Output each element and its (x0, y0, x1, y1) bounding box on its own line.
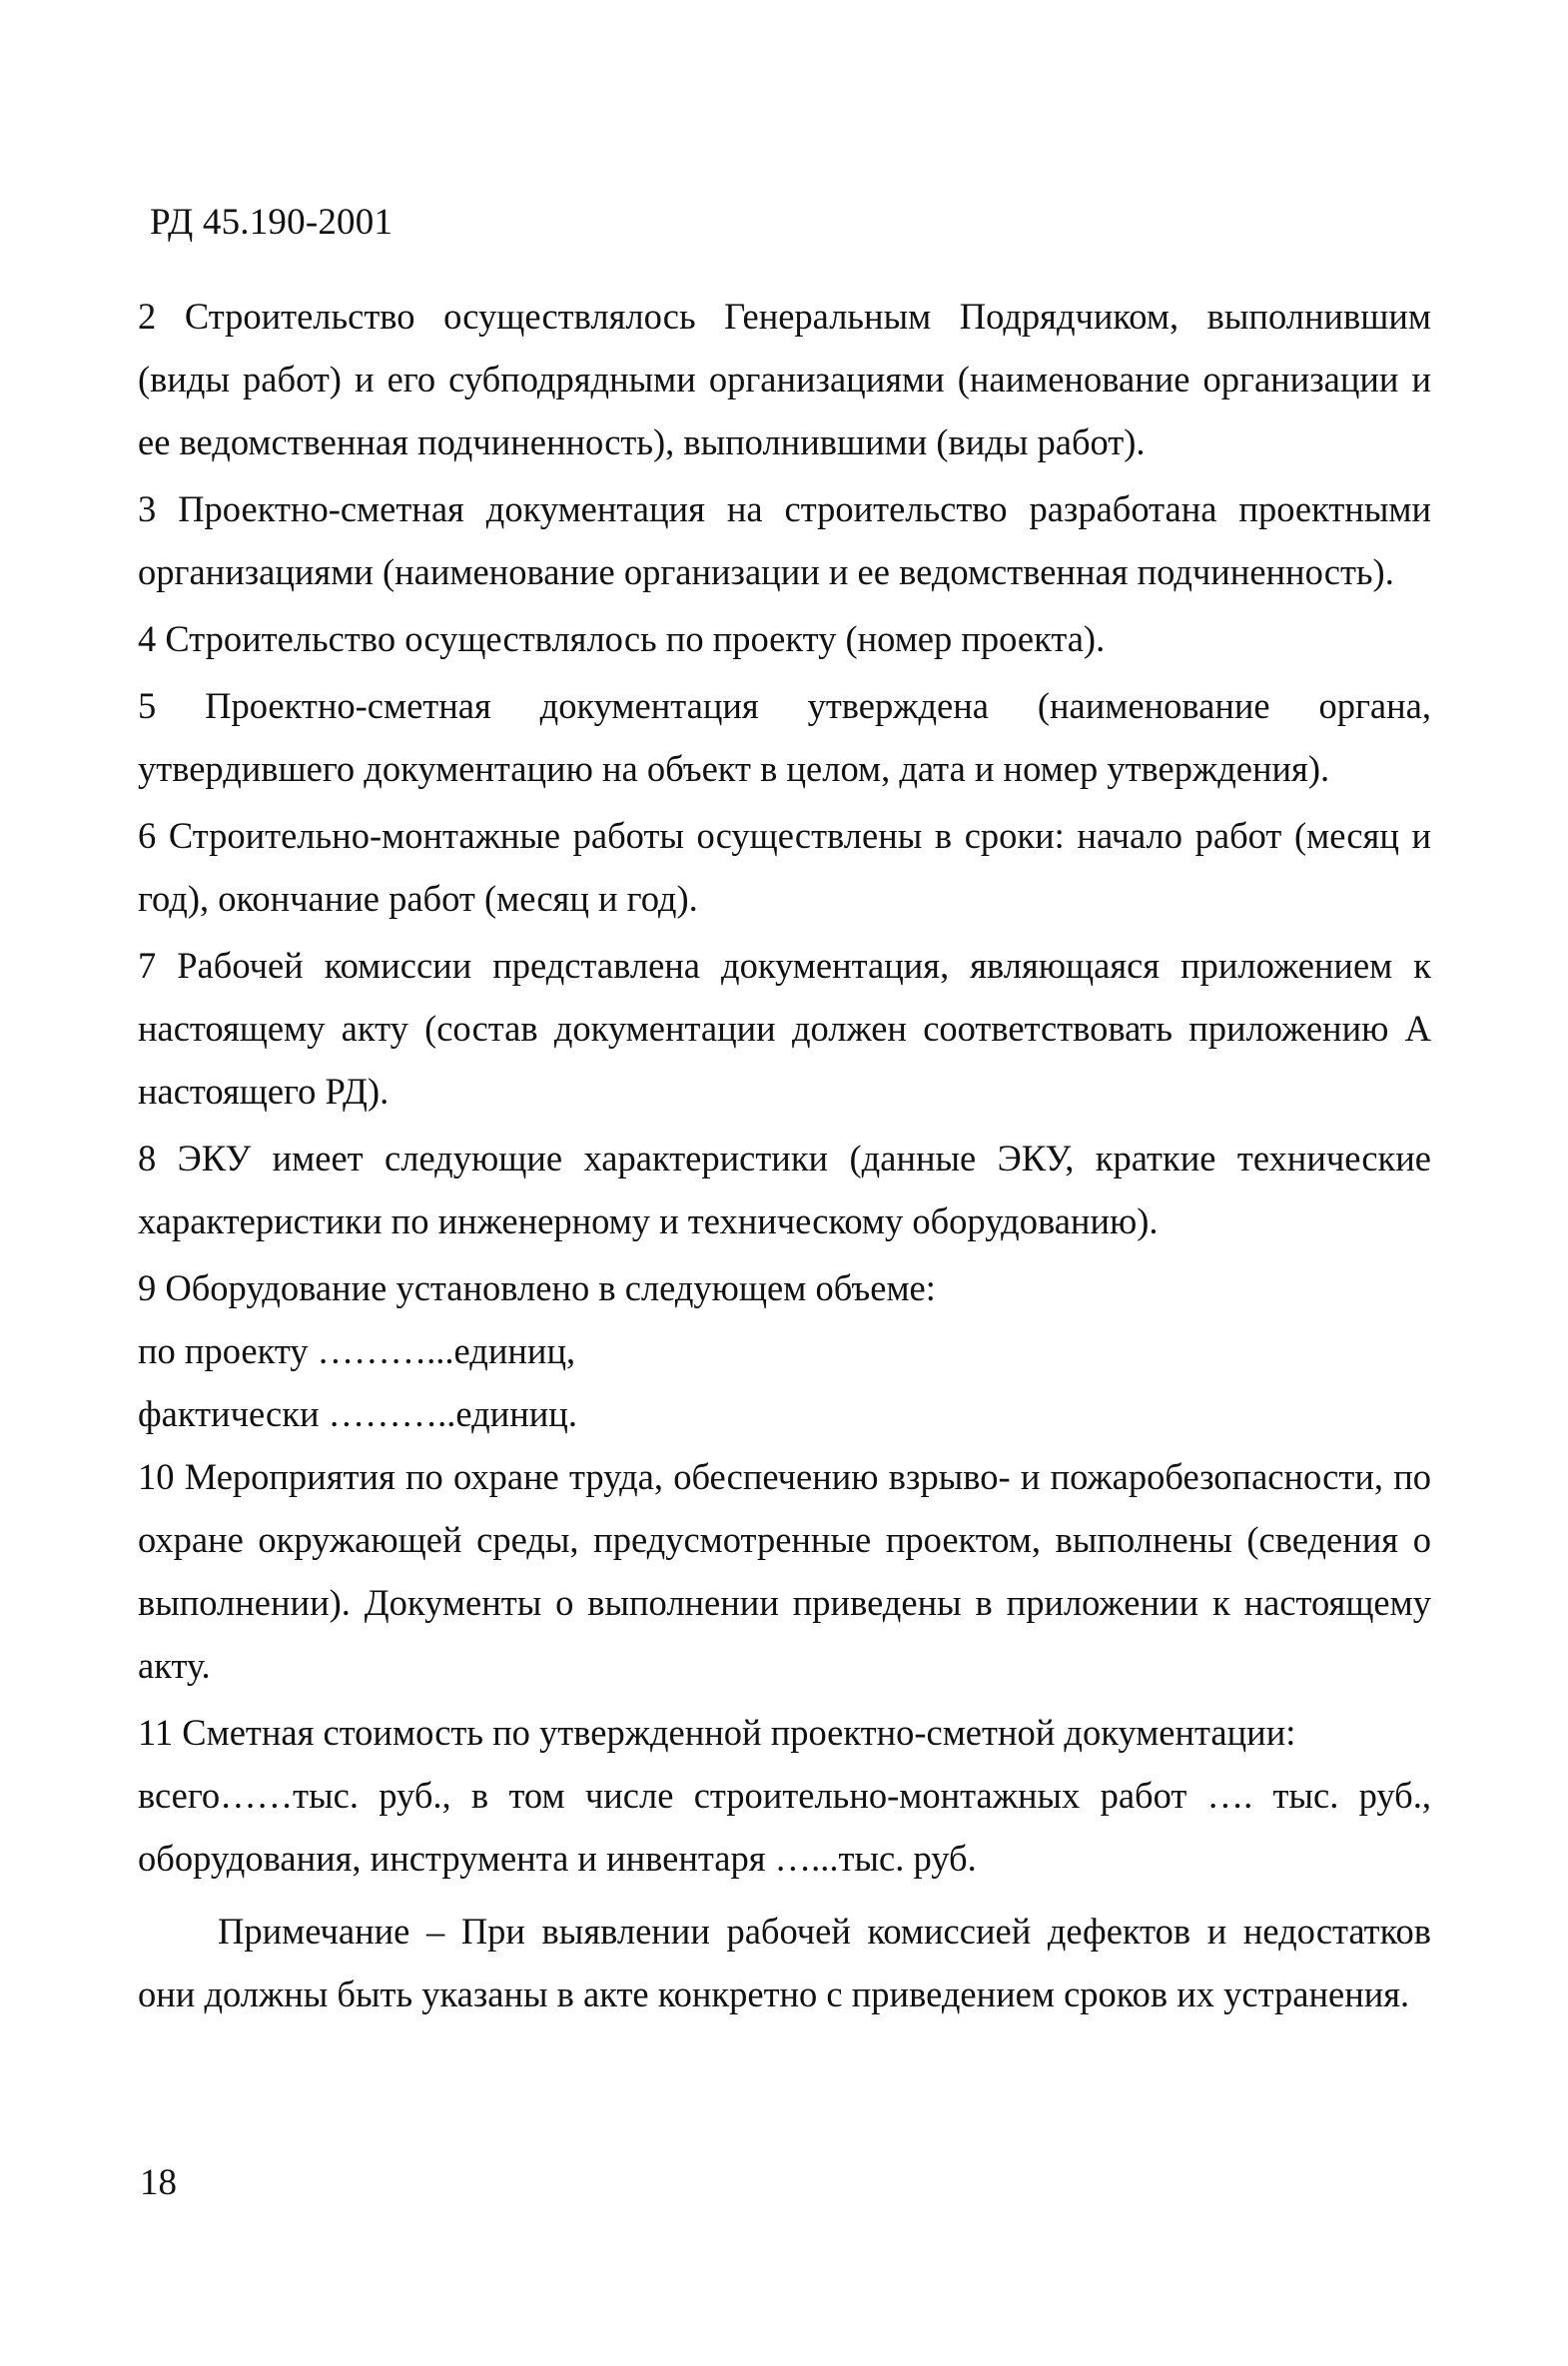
cost-details: всего……тыс. руб., в том числе строительно-монтажных работ …. тыс. руб., оборудования, инструмента и инвентаря …...тыс. руб. (138, 1775, 1431, 1879)
paragraph-2: 2 Строительство осуществлялось Генеральным Подрядчиком, выполнившим (виды работ) и его субподрядными организациями (наименование организации и ее ведомственная подчиненность), выполнившими (виды работ). (138, 296, 1431, 462)
paragraph-10: 10 Мероприятия по охране труда, обеспечению взрыво- и пожаробезопасности, по охране окружающей среды, предусмотренные проектом, выполнены (сведения о выполнении). Документы о выполнении приведены в приложении к настоящему акту. (138, 1456, 1431, 1686)
equipment-by-project: по проекту ………...единиц, (138, 1330, 576, 1371)
cost-heading: 11 Сметная стоимость по утвержденной проектно-сметной документации: (138, 1712, 1296, 1753)
paragraph-3: 3 Проектно-сметная документация на строительство разработана проектными организациями (наименование организации и ее ведомственная подчиненность). (138, 488, 1431, 592)
paragraph-8: 8 ЭКУ имеет следующие характеристики (данные ЭКУ, краткие технические характеристики по инженерному и техническому оборудованию). (138, 1138, 1431, 1241)
paragraph-7: 7 Рабочей комиссии представлена документация, являющаяся приложением к настоящему акту (состав документации должен соответствовать приложению А настоящего РД). (138, 945, 1431, 1112)
document-code: РД 45.190-2001 (150, 202, 393, 243)
page-number: 18 (140, 2162, 177, 2203)
paragraph-6: 6 Строительно-монтажные работы осуществлены в сроки: начало работ (месяц и год), окончание работ (месяц и год). (138, 815, 1431, 919)
document-body (138, 285, 1431, 2062)
paragraph-4: 4 Строительство осуществлялось по проекту (номер проекта). (138, 618, 1106, 659)
equipment-actual: фактически ………..единиц. (138, 1393, 577, 1434)
paragraph-5: 5 Проектно-сметная документация утверждена (наименование органа, утвердившего документацию на объект в целом, дата и номер утверждения). (138, 685, 1431, 789)
note: Примечание – При выявлении рабочей комиссией дефектов и недостатков они должны быть указаны в акте конкретно с приведением сроков их устранения. (138, 1911, 1431, 2014)
equipment-heading: 9 Оборудование установлено в следующем объеме: (138, 1267, 936, 1308)
